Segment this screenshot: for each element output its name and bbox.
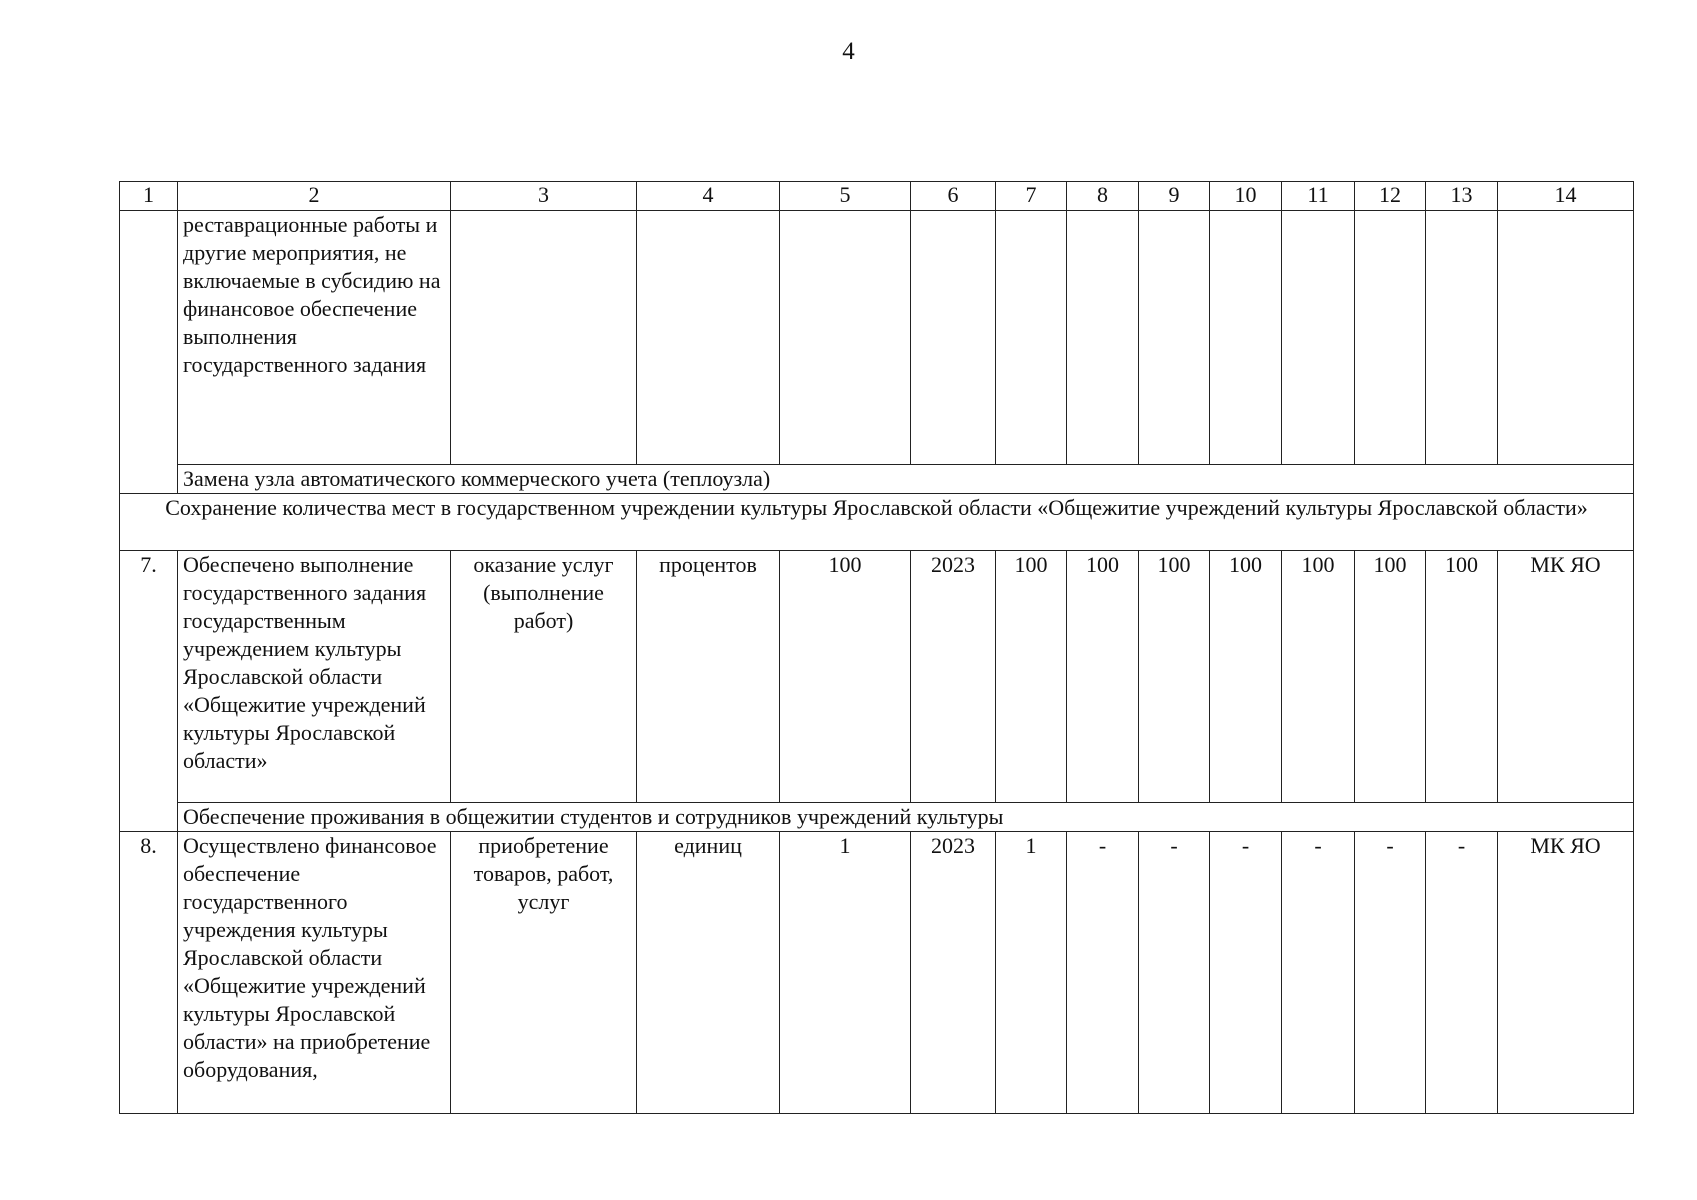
row8-base-year: 2023: [911, 832, 996, 1114]
plan-table: [119, 181, 1634, 1114]
row7-col9: 100: [1139, 551, 1210, 803]
section-title: Сохранение количества мест в государственном учреждении культуры Ярославской области «Общежитие учреждений культуры Ярославской области»: [120, 494, 1634, 551]
continuation-row: [120, 211, 1634, 465]
row7-col12: 100: [1355, 551, 1426, 803]
row8-unit: единиц: [637, 832, 780, 1114]
row7-result: Обеспечено выполнение государственного задания государственным учреждением культуры Ярославской области «Общежитие учреждений культуры Ярославской области»: [178, 551, 451, 803]
row8-type: приобретение товаров, работ, услуг: [451, 832, 637, 1114]
table-row-7: [120, 551, 1634, 803]
header-col-1: 1: [120, 182, 178, 211]
continuation-num-cell: [120, 211, 178, 494]
task-row-dorm: [120, 803, 1634, 832]
header-col-11: 11: [1282, 182, 1355, 211]
header-col-4: 4: [637, 182, 780, 211]
row8-col12: -: [1355, 832, 1426, 1114]
row8-col10: -: [1210, 832, 1282, 1114]
header-col-10: 10: [1210, 182, 1282, 211]
header-col-13: 13: [1426, 182, 1498, 211]
continuation-result-cell: реставрационные работы и другие мероприятия, не включаемые в субсидию на финансовое обеспечение выполнения государственного задания: [178, 211, 451, 465]
header-col-12: 12: [1355, 182, 1426, 211]
task-dorm-text: Обеспечение проживания в общежитии студентов и сотрудников учреждений культуры: [178, 803, 1634, 832]
header-col-3: 3: [451, 182, 637, 211]
page-number: 4: [842, 38, 855, 65]
row7-col10: 100: [1210, 551, 1282, 803]
row7-col11: 100: [1282, 551, 1355, 803]
header-col-9: 9: [1139, 182, 1210, 211]
row7-base-value: 100: [780, 551, 911, 803]
row7-base-year: 2023: [911, 551, 996, 803]
row8-base-value: 1: [780, 832, 911, 1114]
row8-col13: -: [1426, 832, 1498, 1114]
row7-unit: процентов: [637, 551, 780, 803]
row8-responsible: МК ЯО: [1498, 832, 1634, 1114]
header-col-7: 7: [996, 182, 1067, 211]
row8-col7: 1: [996, 832, 1067, 1114]
row7-num: 7.: [120, 551, 178, 832]
row7-col7: 100: [996, 551, 1067, 803]
table-row-8: [120, 832, 1634, 1114]
row8-col11: -: [1282, 832, 1355, 1114]
header-col-8: 8: [1067, 182, 1139, 211]
header-col-5: 5: [780, 182, 911, 211]
row8-col8: -: [1067, 832, 1139, 1114]
row7-type: оказание услуг (выполнение работ): [451, 551, 637, 803]
row8-num: 8.: [120, 832, 178, 1114]
header-col-14: 14: [1498, 182, 1634, 211]
task-heat-text: Замена узла автоматического коммерческого учета (теплоузла): [178, 465, 1634, 494]
row8-col9: -: [1139, 832, 1210, 1114]
row7-col13: 100: [1426, 551, 1498, 803]
task-row-heat: [120, 465, 1634, 494]
header-col-2: 2: [178, 182, 451, 211]
row8-result: Осуществлено финансовое обеспечение государственного учреждения культуры Ярославской области «Общежитие учреждений культуры Ярославской области» на приобретение оборудования,: [178, 832, 451, 1114]
header-col-6: 6: [911, 182, 996, 211]
header-row: [120, 182, 1634, 211]
section-row: [120, 494, 1634, 551]
row7-col8: 100: [1067, 551, 1139, 803]
row7-responsible: МК ЯО: [1498, 551, 1634, 803]
